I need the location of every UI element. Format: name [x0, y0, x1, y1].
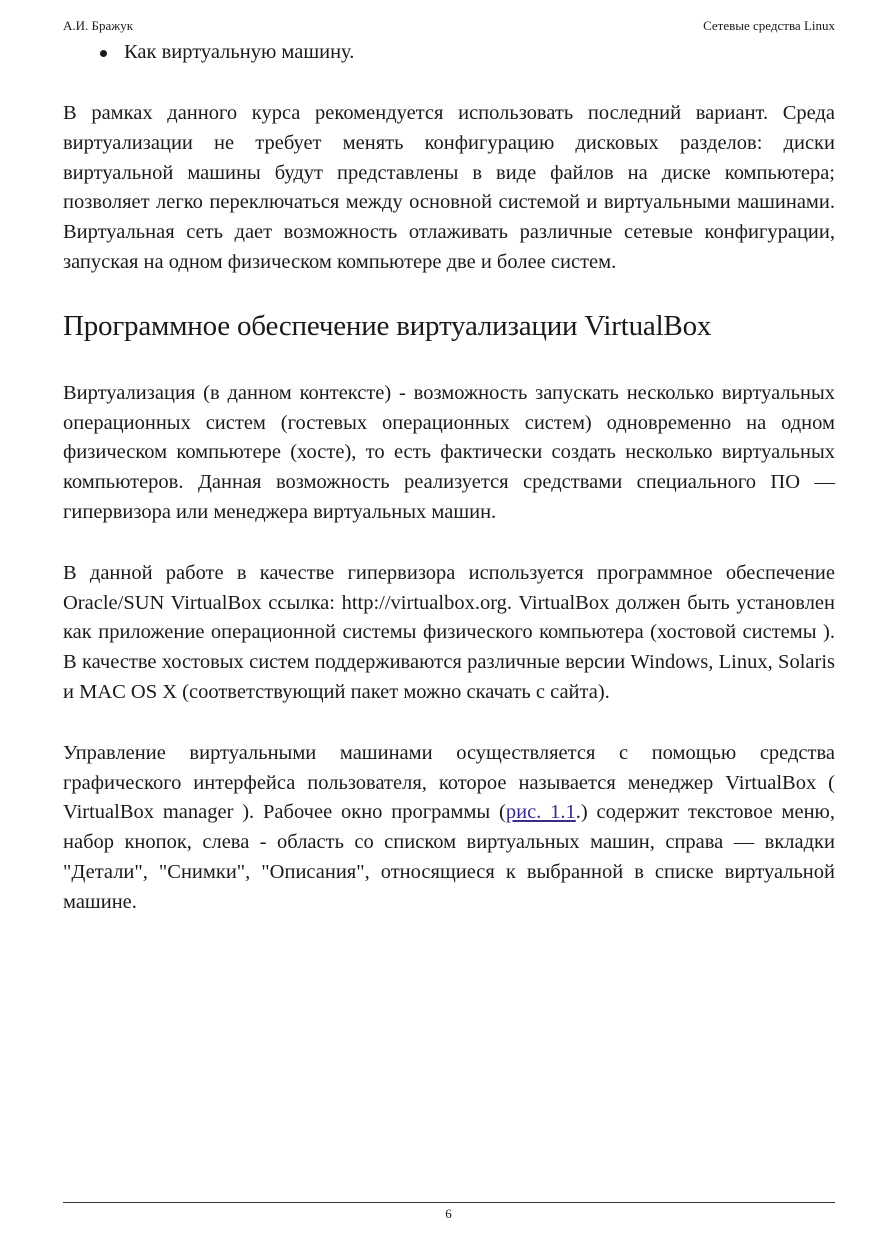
bullet-icon — [100, 50, 107, 57]
paragraph-virtualbox-hypervisor: В данной работе в качестве гипервизора используется программное обеспечение Oracle/SUN VirtualBox ссылка: http://virtualbox.org. VirtualBox должен быть установлен как приложение операционной системы физического компьютера (хостовой системы ). В качестве хостовых систем поддерживаются различные версии Windows, Linux, Solaris и MAC OS X (соответствующий пакет можно скачать с сайта). — [63, 561, 835, 703]
paragraph-text-end: .) содержит текстовое меню, набор кнопок, слева - область со списком виртуальных машин, справа — вкладки "Детали", "Снимки", "Описания", относящиеся к выбранной в списке виртуальной машине. — [63, 801, 835, 913]
paragraph-text-start: Управление виртуальными машинами осуществляется с помощью средства графического интерфейса пользователя, которое называется менеджер VirtualBox ( VirtualBox manager ). Рабочее окно программы ( — [63, 741, 835, 824]
list-item-text: Как виртуальную машину. — [124, 41, 355, 63]
header-title: Сетевые средства Linux — [703, 18, 835, 33]
page-number: 6 — [445, 1206, 452, 1221]
running-header — [63, 17, 835, 35]
page-content — [63, 36, 835, 918]
section-heading: Программное обеспечение виртуализации VirtualBox — [63, 309, 712, 342]
paragraph-virtualbox-manager — [63, 739, 835, 918]
list-item — [100, 36, 835, 69]
figure-reference-link[interactable]: рис. 1.1 — [505, 801, 576, 824]
paragraph-virtualization-choice: В рамках данного курса рекомендуется использовать последний вариант. Среда виртуализации не требует менять конфигурацию дисковых разделов: диски виртуальной машины будут представлены в виде файлов на диске компьютера; позволяет легко переключаться между основной системой и виртуальными машинами. Виртуальная сеть дает возможность отлаживать различные сетевые конфигурации, запуская на одном физическом компьютере две и более систем. — [63, 102, 835, 273]
header-author: А.И. Бражук — [63, 18, 134, 33]
footer-divider — [63, 1202, 835, 1203]
paragraph-virtualization-definition: Виртуализация (в данном контексте) - возможность запускать несколько виртуальных операционных систем (гостевых операционных систем) одновременно на одном физическом компьютере (хосте), то есть фактически создать несколько виртуальных компьютеров. Данная возможность реализуется средствами специального ПО — гипервизора или менеджера виртуальных машин. — [63, 381, 835, 523]
